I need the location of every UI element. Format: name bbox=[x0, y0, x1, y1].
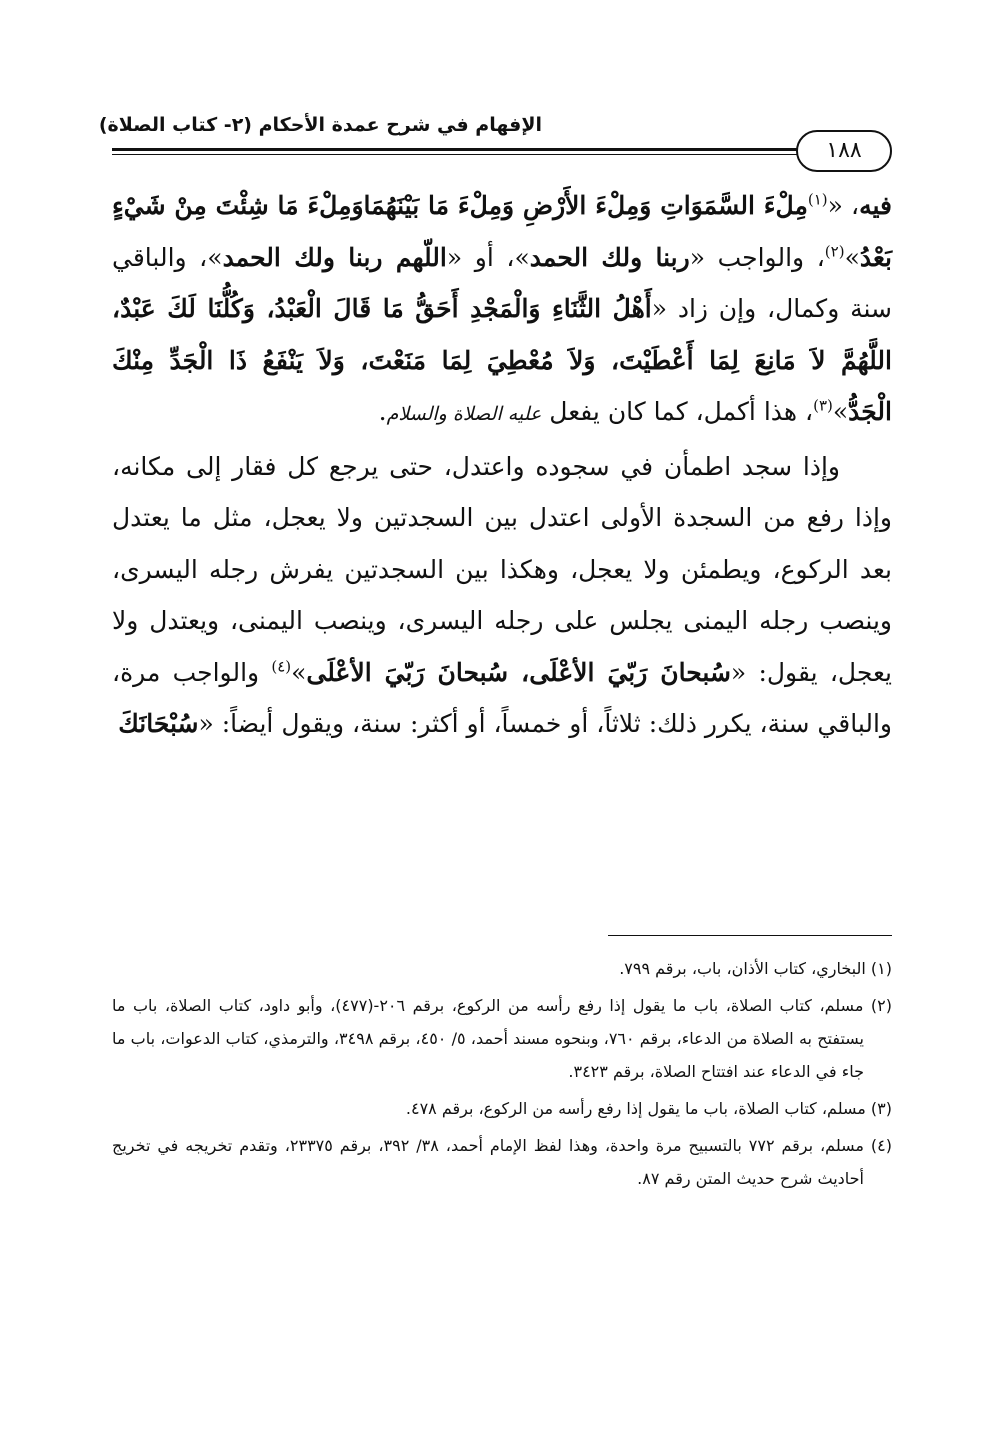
footnote-marker: (١) bbox=[807, 190, 828, 209]
text-run: » bbox=[832, 397, 849, 426]
footnote: (١) البخاري، كتاب الأذان، باب، برقم ٧٩٩. bbox=[619, 959, 892, 978]
header-rule-thin bbox=[112, 154, 797, 155]
page-number: ١٨٨ bbox=[796, 130, 892, 172]
text-run: »، أو « bbox=[446, 242, 530, 272]
hadith-quote: أَهْلُ الثَّنَاءِ وَالْمَجْدِ أَحَقُّ مَا قَالَ الْعَبْدُ، وَكُلُّنَا لَكَ عَبْدٌ، اللَّهُمَّ لاَ مَانِعَ لِمَا أَعْطَيْتَ، وَلاَ مُعْطِيَ لِمَا مَنَعْتَ، وَلاَ يَنْفَعُ ذَا الْجَدِّ مِنْكَ الْجَدُّ bbox=[112, 294, 893, 426]
header-rule-thick bbox=[112, 148, 797, 151]
hadith-quote: سُبْحَانَكَ bbox=[118, 709, 199, 738]
footnote-marker: (٤) bbox=[271, 657, 292, 676]
text-run: » bbox=[844, 242, 860, 272]
footnote: (٢) مسلم، كتاب الصلاة، باب ما يقول إذا رفع رأسه من الركوع، برقم ٢٠٦-(٤٧٧)، وأبو داود، كتاب الصلاة، باب ما يستفتح به الصلاة من الدعاء، برقم ٧٦٠، وبنحوه مسند أحمد، ٥/ ٤٥٠، برقم ٣٤٩٨، والترمذي، كتاب الدعوات، باب ما جاء في الدعاء عند افتتاح الصلاة، برقم ٣٤٢٣. bbox=[112, 996, 893, 1081]
paragraph-2 bbox=[112, 441, 892, 750]
footnote-marker: (٢) bbox=[824, 242, 845, 261]
text-run: »، والباقي سنة وكمال، وإن زاد « bbox=[112, 242, 892, 323]
text-run: ، « bbox=[827, 191, 860, 220]
main-text bbox=[112, 180, 892, 750]
paragraph-1 bbox=[112, 180, 892, 441]
text-run: » bbox=[291, 657, 307, 687]
footnote: (٤) مسلم، برقم ٧٧٢ بالتسبيح مرة واحدة، وهذا لفظ الإمام أحمد، ٣٨/ ٣٩٢، برقم ٢٣٣٧٥، وتقدم تخريجه في تخريج أحاديث شرح حديث المتن رقم ٨٧. bbox=[112, 1136, 892, 1188]
hadith-quote: ربنا ولك الحمد bbox=[529, 242, 690, 272]
footnote-marker: (٣) bbox=[813, 396, 833, 415]
footnote: (٣) مسلم، كتاب الصلاة، باب ما يقول إذا رفع رأسه من الركوع، برقم ٤٧٨. bbox=[405, 1099, 892, 1118]
text-run: ، والواجب « bbox=[689, 242, 825, 272]
hadith-quote: مِلْءَ السَّمَوَاتِ وَمِلْءَ الأَرْضِ وَمِلْءَ مَا بَيْنَهُمَاوَمِلْءَ مَا شِئْتَ مِنْ شَيْءٍ بَعْدُ bbox=[112, 191, 893, 272]
hadith-quote: سُبحانَ رَبّيَ الأعْلَى، سُبحانَ رَبّيَ الأعْلَى bbox=[306, 657, 731, 687]
text-run: وإذا سجد اطمأن في سجوده واعتدل، حتى يرجع كل فقار إلى مكانه، وإذا رفع من السجدة الأولى اعتدل بين السجدتين ولا يعجل، مثل ما يعتدل بعد الركوع، ويطمئن ولا يعجل، وهكذا بين السجدتين يفرش رجله اليسرى، وينصب رجله اليمنى يجلس على رجله اليسرى، وينصب اليمنى، ويعتدل ولا يعجل، يقول: « bbox=[112, 451, 892, 687]
footnotes bbox=[112, 952, 892, 1199]
text-run: ، هذا أكمل، كما كان يفعل bbox=[549, 397, 814, 426]
honorific-phrase: عليه الصلاة والسلام bbox=[386, 403, 542, 425]
header-title: الإفهام في شرح عمدة الأحكام (٢- كتاب الصلاة) bbox=[98, 114, 542, 136]
text-run: والواجب مرة، والباقي سنة، يكرر ذلك: ثلاثاً، أو خمساً، أو أكثر: سنة، ويقول أيضاً: « bbox=[112, 657, 892, 738]
text-run: فيه bbox=[859, 191, 892, 220]
hadith-quote: اللّهم ربنا ولك الحمد bbox=[222, 242, 447, 272]
text-run: . bbox=[378, 397, 387, 426]
running-header bbox=[98, 108, 892, 180]
footnote-separator bbox=[608, 935, 892, 936]
